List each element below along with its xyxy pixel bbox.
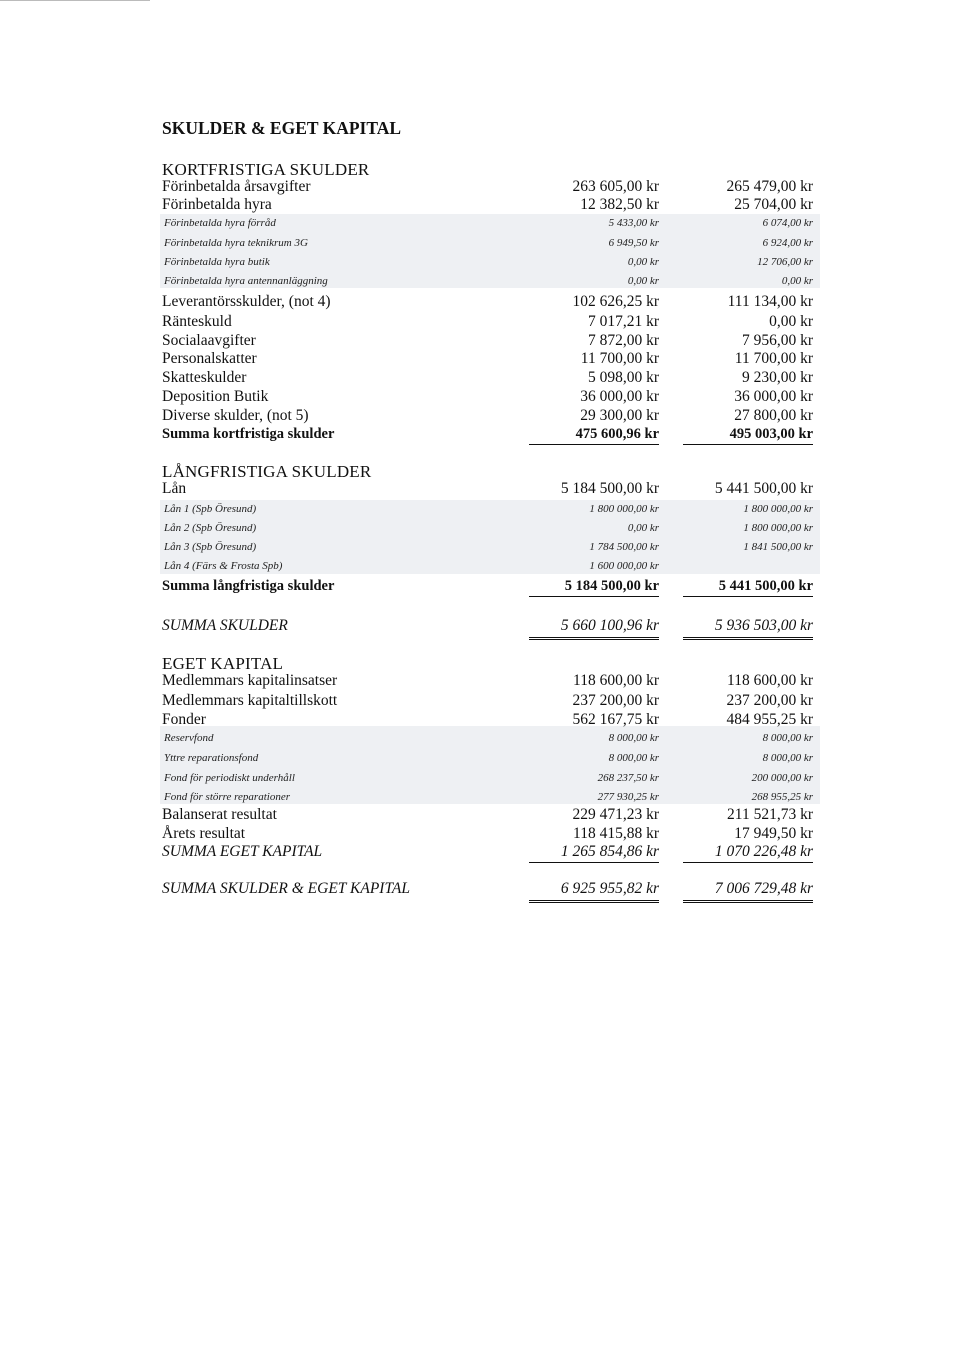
row-label: Förinbetalda hyra [162,196,272,213]
value-previous-year: 0,00 kr [769,313,813,330]
value-previous-year: 1 841 500,00 kr [743,541,813,553]
value-current-year: 263 605,00 kr [572,178,659,195]
value-previous-year: 1 800 000,00 kr [743,522,813,534]
value-current-year: 5 098,00 kr [587,369,659,386]
row-label: SUMMA SKULDER & EGET KAPITAL [162,880,411,897]
value-previous-year: 118 600,00 kr [727,672,813,689]
value-current-year: 237 200,00 kr [572,692,659,709]
row-label: Lån [162,480,187,497]
value-current-year: 0,00 kr [627,275,659,287]
page-corner-mark [0,0,150,1]
value-current-year: 5 184 500,00 kr [560,480,659,497]
value-previous-year: 200 000,00 kr [751,772,813,784]
value-current-year: 8 000,00 kr [608,752,659,764]
value-current-year: 36 000,00 kr [580,388,659,405]
value-current-year: 7 017,21 kr [587,313,659,330]
row-label: Personalskatter [162,350,257,367]
value-previous-year: 484 955,25 kr [726,711,813,728]
value-current-year: 5 433,00 kr [608,217,659,229]
value-previous-year: 268 955,25 kr [751,791,813,803]
row-label: Årets resultat [162,825,246,842]
value-previous-year: 265 479,00 kr [726,178,813,195]
value-current-year: 8 000,00 kr [608,732,659,744]
value-current-year: 5 184 500,00 kr [529,578,659,597]
value-previous-year: 1 070 226,48 kr [683,843,813,863]
value-current-year: 29 300,00 kr [580,407,659,424]
value-current-year: 229 471,23 kr [572,806,659,823]
value-previous-year: 17 949,50 kr [734,825,813,842]
value-current-year: 277 930,25 kr [597,791,659,803]
value-current-year: 12 382,50 kr [580,196,659,213]
value-current-year: 268 237,50 kr [597,772,659,784]
row-label: Medlemmars kapitalinsatser [162,672,338,689]
value-current-year: 1 800 000,00 kr [589,503,659,515]
row-label: Ränteskuld [162,313,232,330]
value-previous-year: 111 134,00 kr [727,293,813,310]
value-previous-year: 1 800 000,00 kr [743,503,813,515]
page-title: SKULDER & EGET KAPITAL [162,118,402,138]
row-label: Lån 1 (Spb Öresund) [164,503,257,515]
value-previous-year: 0,00 kr [781,275,813,287]
value-previous-year: 9 230,00 kr [741,369,813,386]
value-previous-year: 12 706,00 kr [757,256,813,268]
value-previous-year: 25 704,00 kr [734,196,813,213]
value-current-year: 475 600,96 kr [529,426,659,445]
value-previous-year: 27 800,00 kr [734,407,813,424]
row-label: Lån 2 (Spb Öresund) [164,522,257,534]
value-current-year: 118 415,88 kr [573,825,659,842]
value-current-year: 11 700,00 kr [580,350,659,367]
value-current-year: 6 949,50 kr [608,237,659,249]
row-label: Fonder [162,711,206,728]
row-label: Medlemmars kapitaltillskott [162,692,338,709]
value-previous-year: 8 000,00 kr [762,732,813,744]
row-label: Förinbetalda hyra antennanläggning [164,275,328,287]
row-label: Förinbetalda årsavgifter [162,178,311,195]
value-previous-year: 11 700,00 kr [734,350,813,367]
row-label: Reservfond [164,732,214,744]
row-label: Förinbetalda hyra butik [164,256,270,268]
value-current-year: 1 600 000,00 kr [589,560,659,572]
value-previous-year: 6 074,00 kr [762,217,813,229]
value-current-year: 1 265 854,86 kr [529,843,659,863]
value-current-year: 0,00 kr [627,522,659,534]
row-label: Summa långfristiga skulder [162,578,335,594]
row-label: Diverse skulder, (not 5) [162,407,309,424]
value-current-year: 6 925 955,82 kr [529,880,659,903]
row-label: Fond för periodiskt underhåll [164,772,295,784]
section-heading: EGET KAPITAL [162,654,284,673]
value-current-year: 118 600,00 kr [573,672,659,689]
value-previous-year: 7 006 729,48 kr [683,880,813,903]
row-label: SUMMA EGET KAPITAL [162,843,323,860]
value-previous-year: 36 000,00 kr [734,388,813,405]
value-previous-year: 5 441 500,00 kr [683,578,813,597]
row-label: Förinbetalda hyra förråd [164,217,276,229]
row-label: Socialaavgifter [162,332,256,349]
value-previous-year: 495 003,00 kr [683,426,813,445]
value-previous-year: 5 936 503,00 kr [683,617,813,640]
row-label: Balanserat resultat [162,806,277,823]
row-label: Deposition Butik [162,388,269,405]
value-current-year: 1 784 500,00 kr [589,541,659,553]
value-previous-year: 211 521,73 kr [727,806,813,823]
value-current-year: 7 872,00 kr [587,332,659,349]
value-previous-year: 237 200,00 kr [726,692,813,709]
value-current-year: 102 626,25 kr [572,293,659,310]
row-label: Förinbetalda hyra teknikrum 3G [164,237,308,249]
value-previous-year: 8 000,00 kr [762,752,813,764]
value-current-year: 562 167,75 kr [572,711,659,728]
row-label: Lån 3 (Spb Öresund) [164,541,257,553]
value-previous-year: 7 956,00 kr [741,332,813,349]
row-label: Skatteskulder [162,369,247,386]
row-label: Yttre reparationsfond [164,752,259,764]
row-label: Lån 4 (Färs & Frosta Spb) [164,560,283,572]
value-previous-year: 5 441 500,00 kr [714,480,813,497]
section-heading: KORTFRISTIGA SKULDER [162,160,370,179]
row-label: Fond för större reparationer [164,791,290,803]
value-current-year: 5 660 100,96 kr [529,617,659,640]
row-label: Summa kortfristiga skulder [162,426,335,442]
row-label: SUMMA SKULDER [162,617,288,634]
value-current-year: 0,00 kr [627,256,659,268]
section-heading: LÅNGFRISTIGA SKULDER [162,462,372,481]
row-label: Leverantörsskulder, (not 4) [162,293,331,310]
value-previous-year: 6 924,00 kr [762,237,813,249]
